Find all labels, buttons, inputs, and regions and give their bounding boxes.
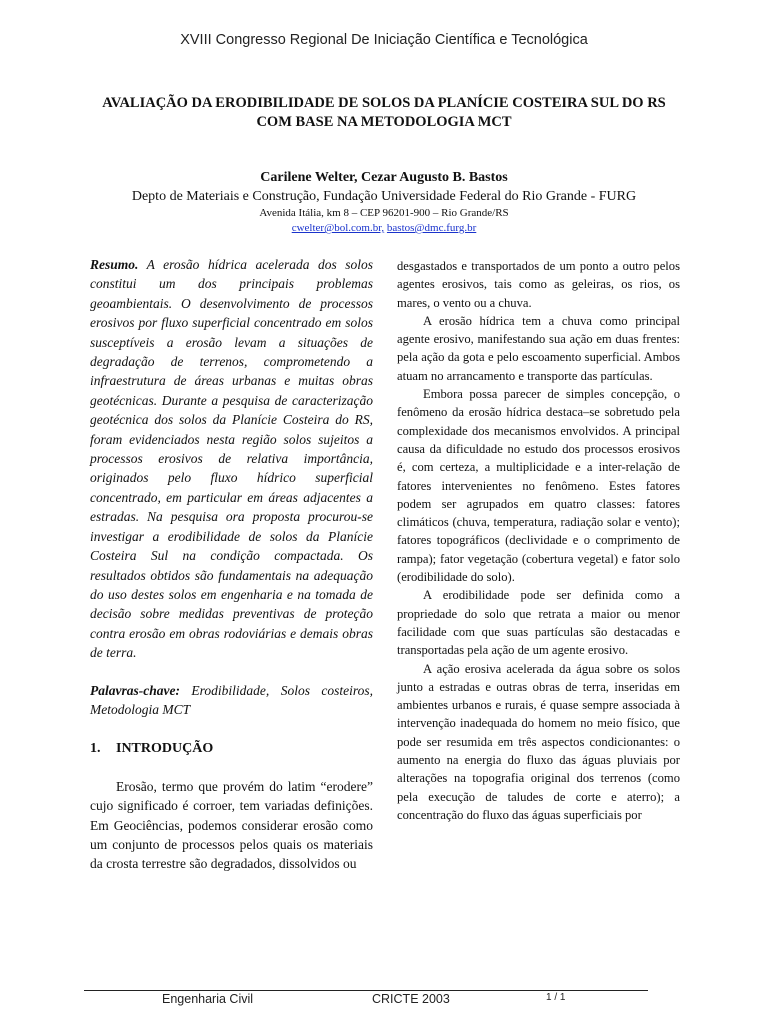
- paragraph: A erosão hídrica tem a chuva como principal agente erosivo, manifestando sua ação em duas frentes: pela ação da gota e pelo escoamento superficial. Ambos atuam no arrancamento e transporte das partículas.: [397, 313, 680, 383]
- paper-title-line-1: AVALIAÇÃO DA ERODIBILIDADE DE SOLOS DA PLANÍCIE COSTEIRA SUL DO RS: [102, 95, 666, 111]
- abstract-label: Resumo.: [90, 257, 139, 272]
- abstract: [90, 255, 373, 663]
- paragraph: A ação erosiva acelerada da água sobre os solos junto a estradas e outras obras de terra, inseridas em ambientes urbanos e rurais, é quase sempre associada à intervenção inadequada do homem no meio físico, que pode ser resumida em três aspectos condicionantes: o aumento na energia do fluxo das águas pluviais por alterações na topografia original dos terrenos (como pela execução de taludes de corte e aterro); a concentração do fluxo das águas superficiais por: [397, 661, 680, 822]
- footer: [84, 992, 648, 1012]
- intro-paragraph: Erosão, termo que provém do latim “erodere” cujo significado é corroer, tem variadas definições. Em Geociências, podemos considerar erosão como um conjunto de processos pelos quais os materiais da crosta terrestre são degradados, dissolvidos ou: [90, 778, 373, 872]
- paragraph: A erodibilidade pode ser definida como a propriedade do solo que retrata a maior ou menor facilidade com que suas partículas são destacadas e transportadas pela ação de um agente erosivo.: [397, 588, 680, 658]
- section-heading: [90, 739, 373, 758]
- emails: [0, 222, 768, 234]
- address: Avenida Itália, km 8 – CEP 96201-900 – Rio Grande/RS: [259, 207, 509, 219]
- paragraph: Embora possa parecer de simples concepção, o fenômeno da erosão hídrica destaca–se sobretudo pela complexidade dos mecanismos envolvidos. A principal causa da dificuldade no estudo dos processos erosivos é, com certeza, a multiplicidade e a inter-relação de fatores intervenientes no fenômeno. Estes fatores podem ser agrupados em quatro classes: fatores climáticos (chuva, temperatura, radiação solar e vento); fatores topográficos (declividade e o comprimento de rampa); fator vegetação (cobertura vegetal) e fator solo (erodibilidade do solo).: [397, 387, 680, 585]
- paper-title-line-2: COM BASE NA METODOLOGIA MCT: [256, 114, 512, 130]
- right-column: [397, 257, 680, 824]
- keywords: [90, 681, 373, 720]
- footer-left: Engenharia Civil: [162, 992, 254, 1006]
- email-link-2[interactable]: bastos@dmc.furg.br: [386, 222, 477, 234]
- abstract-text: A erosão hídrica acelerada dos solos constitui um dos principais problemas geoambientais. O desenvolvimento de processos erosivos por fluxo superficial concentrado em solos susceptíveis a erosão levam a situações de degradação de terrenos, comprometendo a infraestrutura de áreas urbanas e muitas obras geotécnicas. Durante a pesquisa de caracterização geotécnica dos solos da Planície Costeira do RS, foram evidenciados nesta região solos sujeitos a processos erosivos de relativa importância, originados pelo fluxo hídrico superficial concentrado, em particular em áreas adjacentes a estradas. Na pesquisa ora proposta procurou-se investigar a erodibilidade de solos da Planície Costeira Sul na condição compactada. Os resultados obtidos são fundamentais na adequação do uso destes solos em engenharia e na tomada de decisão sobre medidas preventivas de proteção contra erosão em obras rodoviárias e demais obras de terra.: [90, 257, 373, 661]
- paper-title: [40, 94, 728, 132]
- section-number: 1.: [90, 741, 101, 757]
- conference-header: XVIII Congresso Regional De Iniciação Científica e Tecnológica: [180, 32, 588, 48]
- paragraph-continuation: desgastados e transportados de um ponto a outro pelos agentes erosivos, tais como as geleiras, os rios, os mares, o vento ou a chuva.: [397, 259, 680, 310]
- keywords-label: Palavras-chave:: [90, 682, 180, 698]
- footer-divider: [84, 990, 648, 991]
- page-number: 1 / 1: [546, 992, 566, 1003]
- footer-center: CRICTE 2003: [372, 992, 450, 1006]
- section-title: INTRODUÇÃO: [116, 741, 214, 757]
- left-column: [90, 255, 373, 874]
- affiliation: Depto de Materiais e Construção, Fundação Universidade Federal do Rio Grande - FURG: [131, 189, 637, 204]
- authors: Carilene Welter, Cezar Augusto B. Bastos: [260, 170, 508, 185]
- email-link-1[interactable]: cwelter@bol.com.br,: [291, 222, 385, 234]
- keywords-text: Erodibilidade, Solos costeiros, Metodologia MCT: [90, 682, 373, 717]
